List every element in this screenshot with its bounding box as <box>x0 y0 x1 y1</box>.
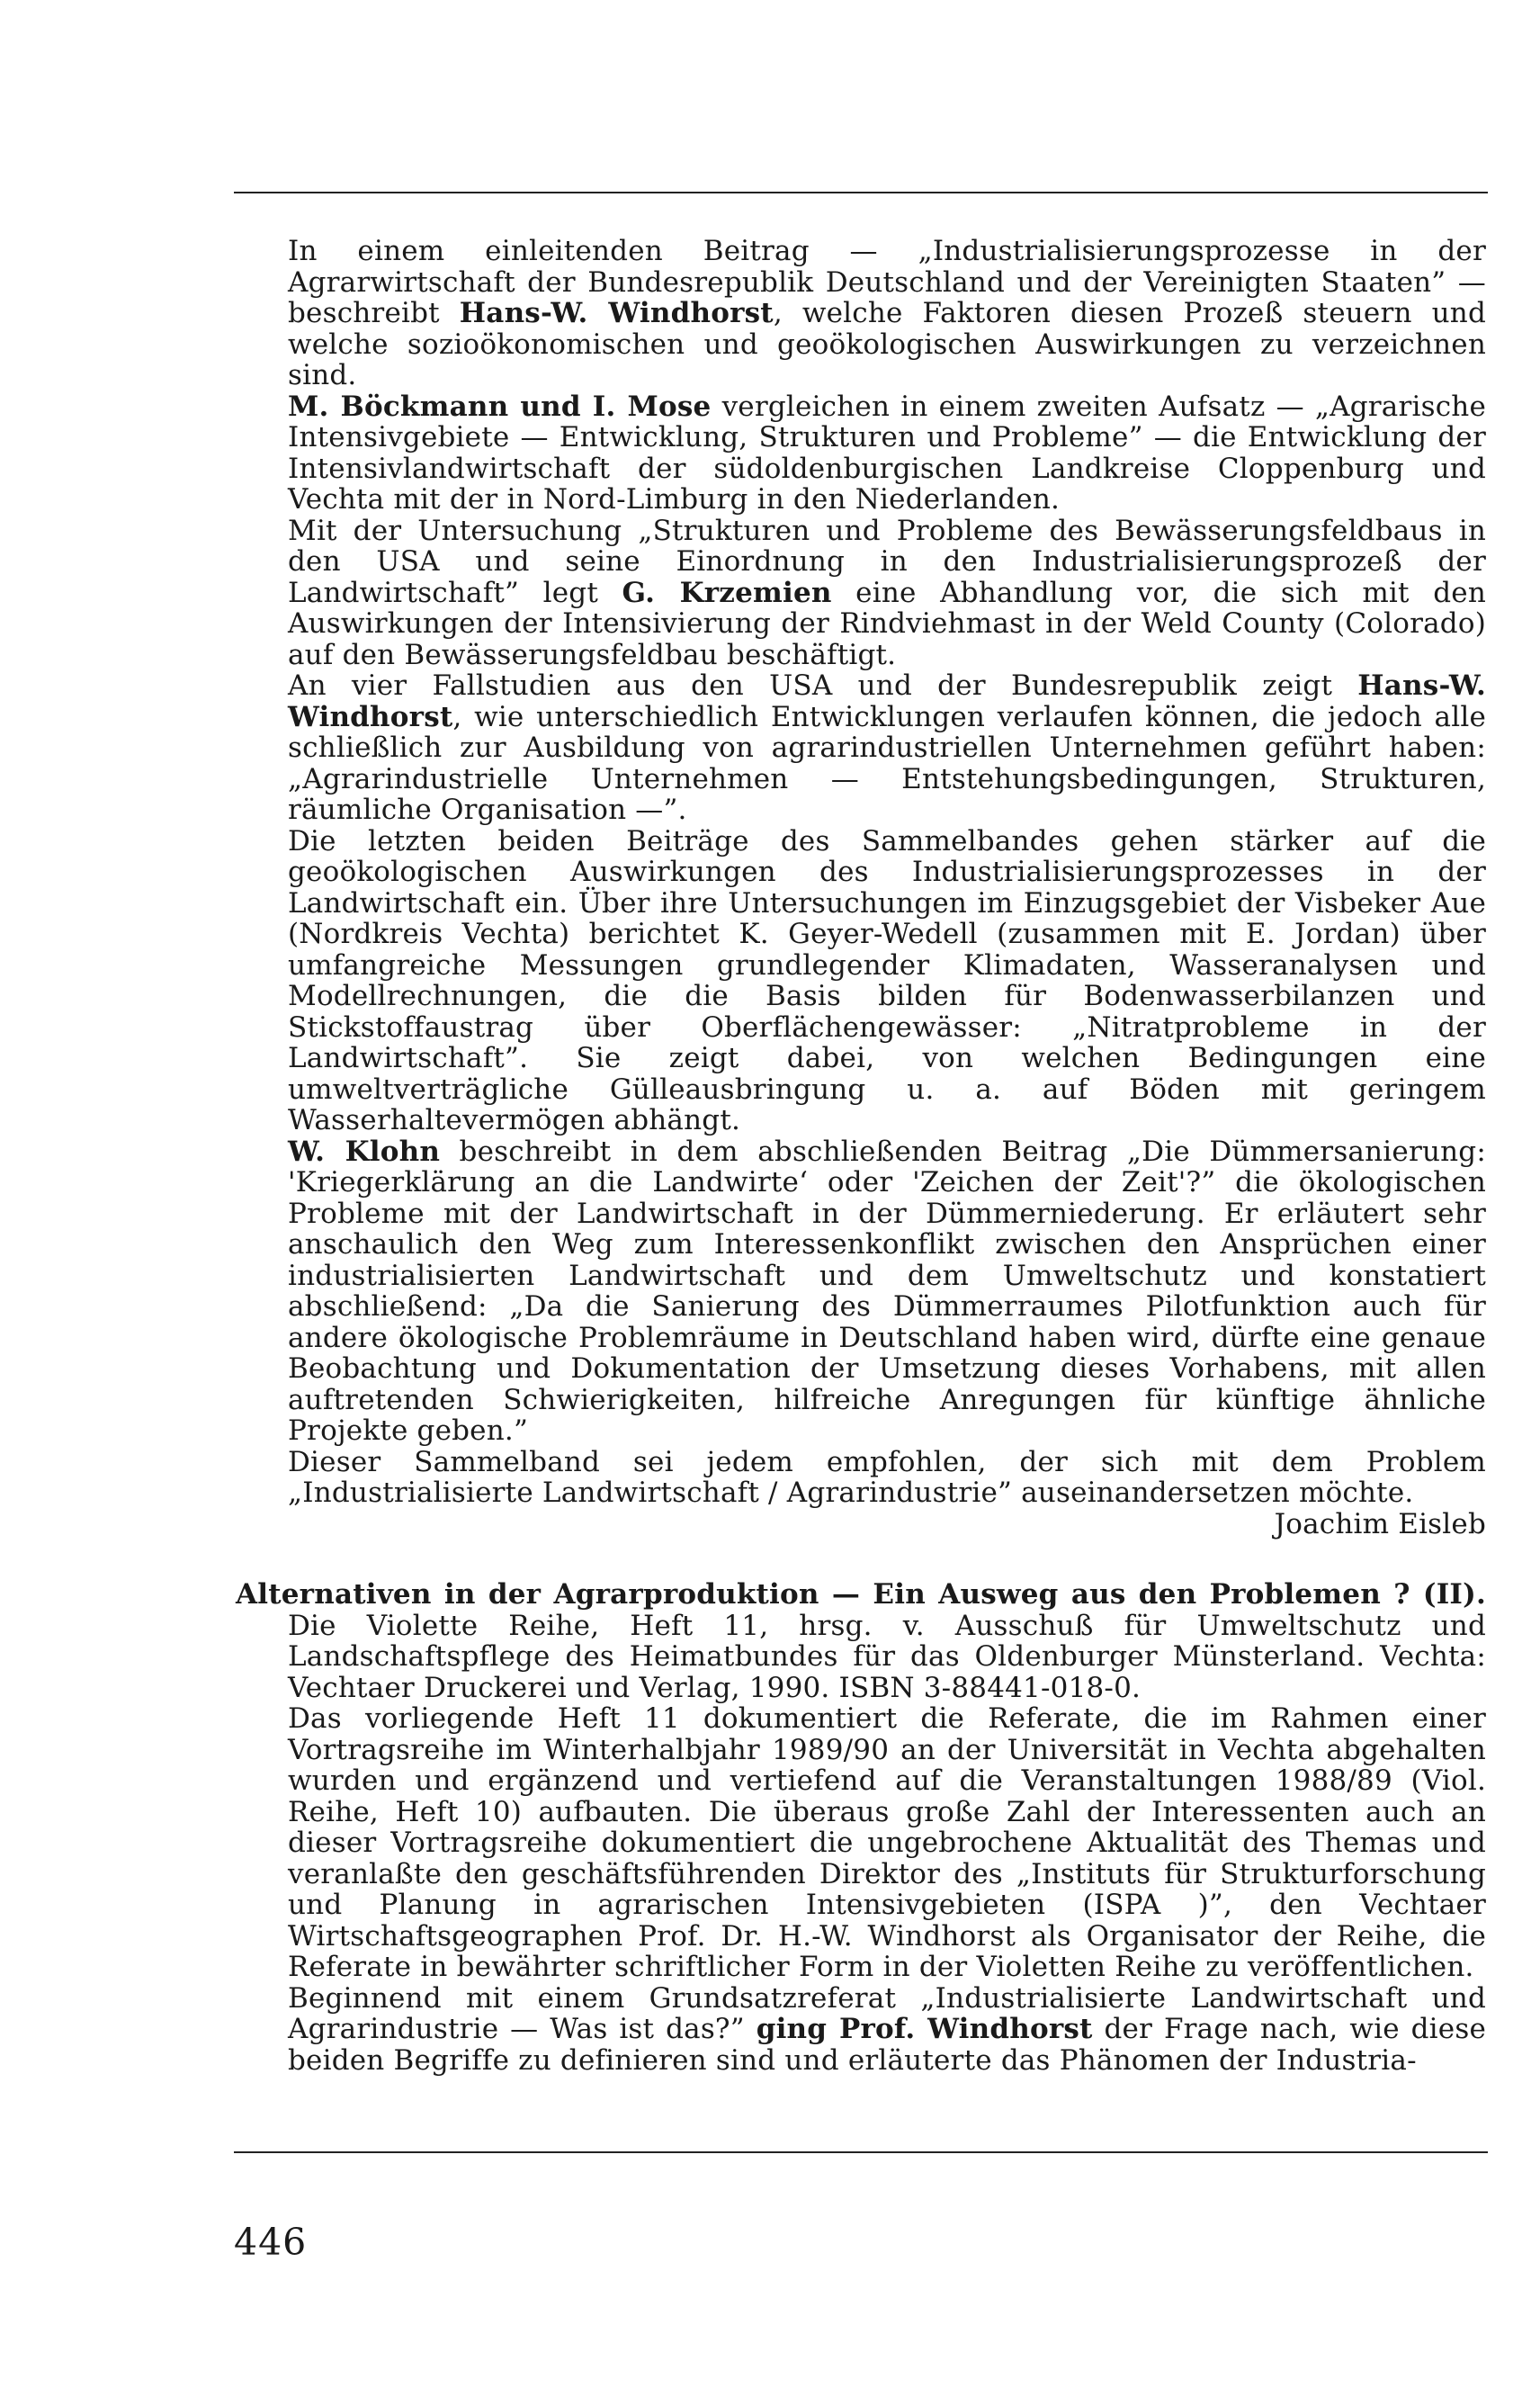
author-name: Hans-W. Windhorst <box>459 297 774 329</box>
paragraph-text: Beginnend mit einem Grundsatzreferat „Industrialisierte Landwirtschaft und Agrarindustrie — Was ist das?” <box>288 1981 1486 2045</box>
review-heading <box>236 1579 1486 1703</box>
paragraph: Das vorliegende Heft 11 dokumentiert die Referate, die im Rahmen einer Vortragsreihe im Winterhalbjahr 1989/90 an der Universität in Vechta abgehalten wurden und ergänzend und vertiefend auf die Veranstaltungen 1988/89 (Viol. Reihe, Heft 10) aufbauten. Die überaus große Zahl der Interessenten auch an dieser Vortragsreihe dokumentiert die ungebrochene Aktualität des Themas und veranlaßte den geschäftsführenden Direktor des „Instituts für Strukturforschung und Planung in agrarischen Intensivgebieten (ISPA )”, den Vechtaer Wirtschaftsgeographen Prof. Dr. H.-W. Windhorst als Organisator der Reihe, die Referate in bewährter schriftlicher Form in der Violetten Reihe zu veröffentlichen. <box>288 1702 1486 1983</box>
paragraph-text: der Frage nach, wie diese beiden Begriffe zu definieren sind und erläuterte das Phänomen der Industria- <box>288 2013 1486 2077</box>
paragraph <box>236 236 1486 391</box>
review-entry <box>236 1579 1486 2076</box>
paragraph-text: In einem einleitenden Beitrag — „Industrialisierungsprozesse in der Agrarwirtschaft der Bundesrepublik Deutschland und der Vereinigten Staaten” — beschreibt <box>288 235 1486 329</box>
bottom-rule <box>234 2151 1488 2153</box>
paragraph-text: , wie unterschiedlich Entwicklungen verlaufen können, die jedoch alle schließlich zur Ausbildung von agrarindustriellen Unternehmen geführt haben: „Agrarindustrielle Unternehmen — Entstehungsbedingungen, Strukturen, räumliche Organisation —”. <box>288 700 1486 826</box>
review-continuation <box>236 236 1486 1540</box>
paragraph <box>236 1136 1486 1447</box>
author-name: Hans-W. Windhorst <box>288 669 1486 733</box>
reviewer-signature: Joachim Eisleb <box>1274 1507 1486 1540</box>
author-name: ging Prof. Windhorst <box>756 2013 1093 2045</box>
author-name: M. Böckmann und I. Mose <box>288 390 712 423</box>
page-number: 446 <box>234 2221 308 2264</box>
author-name: W. Klohn <box>288 1135 441 1168</box>
paragraph <box>236 391 1486 516</box>
book-title: Alternativen in der Agrarproduktion — Ein Ausweg aus den Problemen ? (II). <box>236 1578 1486 1611</box>
paragraph-text: Mit der Untersuchung „Strukturen und Probleme des Bewässerungsfeldbaus in den USA und seine Einordnung in den Industrialisierungsprozeß der Landwirtschaft” legt <box>288 514 1486 609</box>
top-rule <box>234 192 1488 193</box>
author-name: G. Krzemien <box>622 576 832 609</box>
bibliographic-details: Die Violette Reihe, Heft 11, hrsg. v. Ausschuß für Umweltschutz und Landschaftspflege des Heimatbundes für das Oldenburger Münsterland. Vechta: Vechtaer Druckerei und Verlag, 1990. ISBN 3-88441-018-0. <box>288 1609 1486 1704</box>
paragraph-text: , welche Faktoren diesen Prozeß steuern und welche sozioökonomischen und geoökologischen Auswirkungen zu verzeichnen sind. <box>288 297 1486 391</box>
paragraph: Dieser Sammelband sei jedem empfohlen, der sich mit dem Problem „Industrialisierte Landwirtschaft / Agrarindustrie” auseinandersetzen möchte. <box>288 1445 1486 1509</box>
paragraph-text: beschreibt in dem abschließenden Beitrag „Die Dümmersanierung: 'Kriegerklärung an die Landwirte‘ oder 'Zeichen der Zeit'?” die ökologischen Probleme mit der Landwirtschaft in der Dümmerniederung. Er erläutert sehr anschaulich den Weg zum Interessenkonflikt zwischen den Ansprüchen einer industrialisierten Landwirtschaft und dem Umweltschutz und konstatiert abschließend: „Da die Sanierung des Dümmerraumes Pilotfunktion auch für andere ökologische Problemräume in Deutschland haben wird, dürfte eine genaue Beobachtung und Dokumentation der Umsetzung dieses Vorhabens, mit allen auftretenden Schwierigkeiten, hilfreiche Anregungen für künftige ähnliche Projekte geben.” <box>288 1135 1486 1447</box>
paragraph-text: vergleichen in einem zweiten Aufsatz — „Agrarische Intensivgebiete — Entwicklung, Strukturen und Probleme” — die Entwicklung der Intensivlandwirtschaft der südoldenburgischen Landkreise Cloppenburg und Vechta mit der in Nord-Limburg in den Niederlanden. <box>288 390 1486 516</box>
paragraph <box>236 670 1486 826</box>
paragraph <box>236 1983 1486 2077</box>
paragraph <box>236 516 1486 671</box>
paragraph: Die letzten beiden Beiträge des Sammelbandes gehen stärker auf die geoökologischen Auswirkungen des Industrialisierungsprozesses in der Landwirtschaft ein. Über ihre Untersuchungen im Einzugsgebiet der Visbeker Aue (Nordkreis Vechta) berichtet K. Geyer-Wedell (zusammen mit E. Jordan) über umfangreiche Messungen grundlegender Klimadaten, Wasseranalysen und Modellrechnungen, die die Basis bilden für Bodenwasserbilanzen und Stickstoffaustrag über Oberflächengewässer: „Nitratprobleme in der Landwirtschaft”. Sie zeigt dabei, von welchen Bedingungen eine umweltverträgliche Gülleausbringung u. a. auf Böden mit geringem Wasserhaltevermögen abhängt. <box>288 824 1486 1136</box>
paragraph-text: An vier Fallstudien aus den USA und der Bundesrepublik zeigt <box>288 669 1358 702</box>
paragraph-text: eine Abhandlung vor, die sich mit den Auswirkungen der Intensivierung der Rindviehmast in der Weld County (Colorado) auf den Bewässerungsfeldbau beschäftigt. <box>288 576 1486 671</box>
